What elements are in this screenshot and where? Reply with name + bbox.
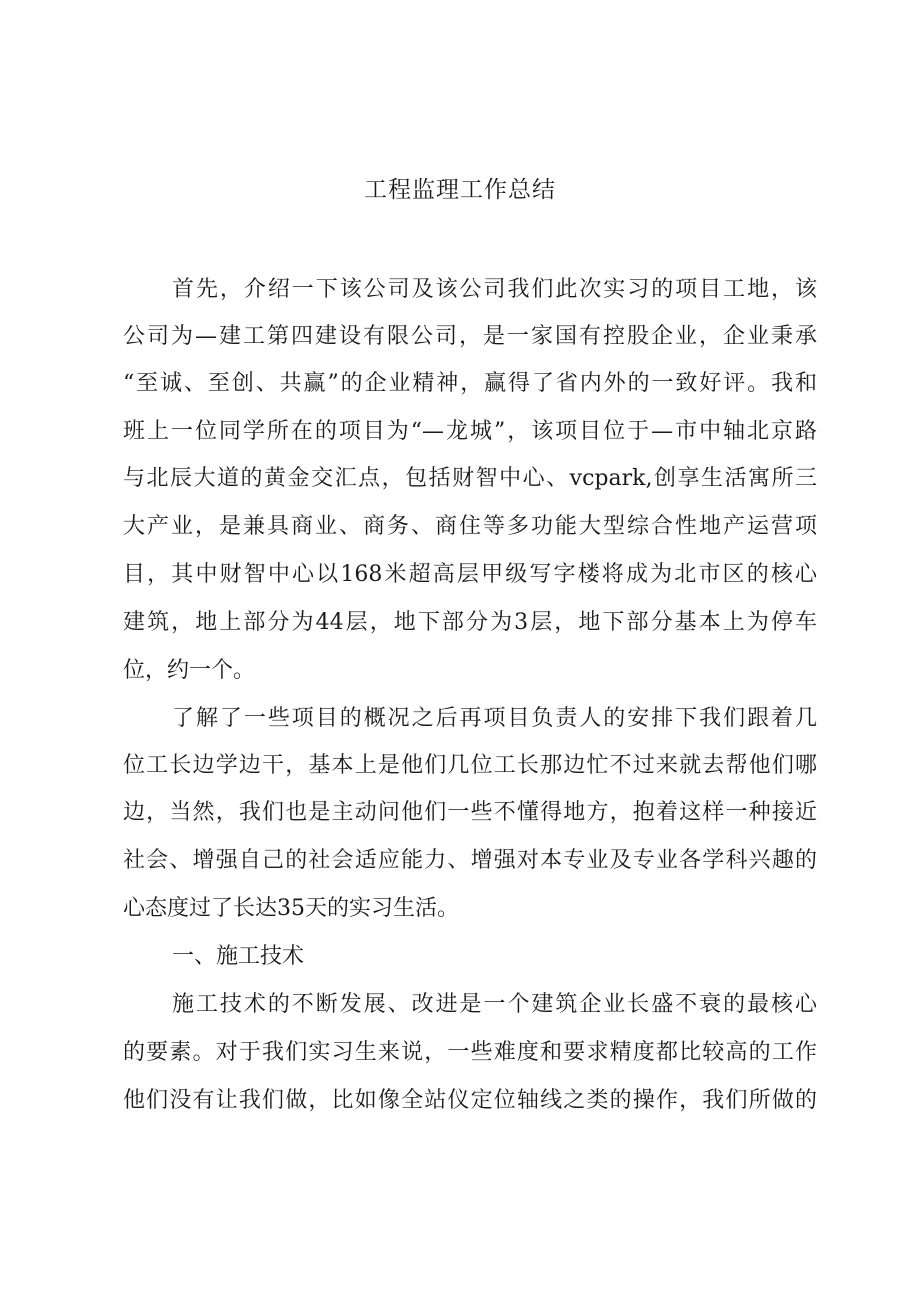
paragraph-2-line-3: 边，当然，我们也是主动问他们一些不懂得地方，抱着这样一种接近 bbox=[123, 800, 817, 825]
paragraph-3-line-2: 的要素。对于我们实习生来说，一些难度和要求精度都比较高的工作 bbox=[123, 1040, 817, 1065]
paragraph-1-line-4: 班上一位同学所在的项目为“—龙城”，该项目位于—市中轴北京路 bbox=[123, 419, 817, 444]
paragraph-1-line-5: 与北辰大道的黄金交汇点，包括财智中心、vcpark,创享生活寓所三 bbox=[123, 466, 817, 491]
paragraph-1-line-3: “至诚、至创、共赢”的企业精神，赢得了省内外的一致好评。我和 bbox=[123, 371, 817, 396]
paragraph-2-line-2: 位工长边学边干，基本上是他们几位工长那边忙不过来就去帮他们哪 bbox=[123, 753, 817, 778]
paragraph-1-line-7: 目，其中财智中心以168米超高层甲级写字楼将成为北市区的核心 bbox=[123, 562, 817, 587]
paragraph-1-line-2: 公司为—建工第四建设有限公司，是一家国有控股企业，企业秉承 bbox=[123, 324, 817, 349]
paragraph-2-line-1: 了解了一些项目的概况之后再项目负责人的安排下我们跟着几 bbox=[172, 706, 817, 731]
paragraph-2-line-5: 心态度过了长达35天的实习生活。 bbox=[123, 896, 459, 921]
paragraph-3-line-3: 他们没有让我们做，比如像全站仪定位轴线之类的操作，我们所做的 bbox=[123, 1088, 817, 1113]
paragraph-1-line-9: 位，约一个。 bbox=[123, 658, 256, 683]
paragraph-1-line-6: 大产业，是兼具商业、商务、商住等多功能大型综合性地产运营项 bbox=[123, 514, 817, 539]
paragraph-1-line-1: 首先，介绍一下该公司及该公司我们此次实习的项目工地，该 bbox=[172, 277, 817, 302]
section-heading: 一、施工技术 bbox=[172, 944, 305, 969]
paragraph-3-line-1: 施工技术的不断发展、改进是一个建筑企业长盛不衰的最核心 bbox=[172, 992, 817, 1017]
paragraph-1-line-8: 建筑，地上部分为44层，地下部分为3层，地下部分基本上为停车 bbox=[123, 610, 817, 635]
paragraph-2-line-4: 社会、增强自己的社会适应能力、增强对本专业及专业各学科兴趣的 bbox=[123, 848, 817, 873]
document-title: 工程监理工作总结 bbox=[364, 177, 556, 203]
